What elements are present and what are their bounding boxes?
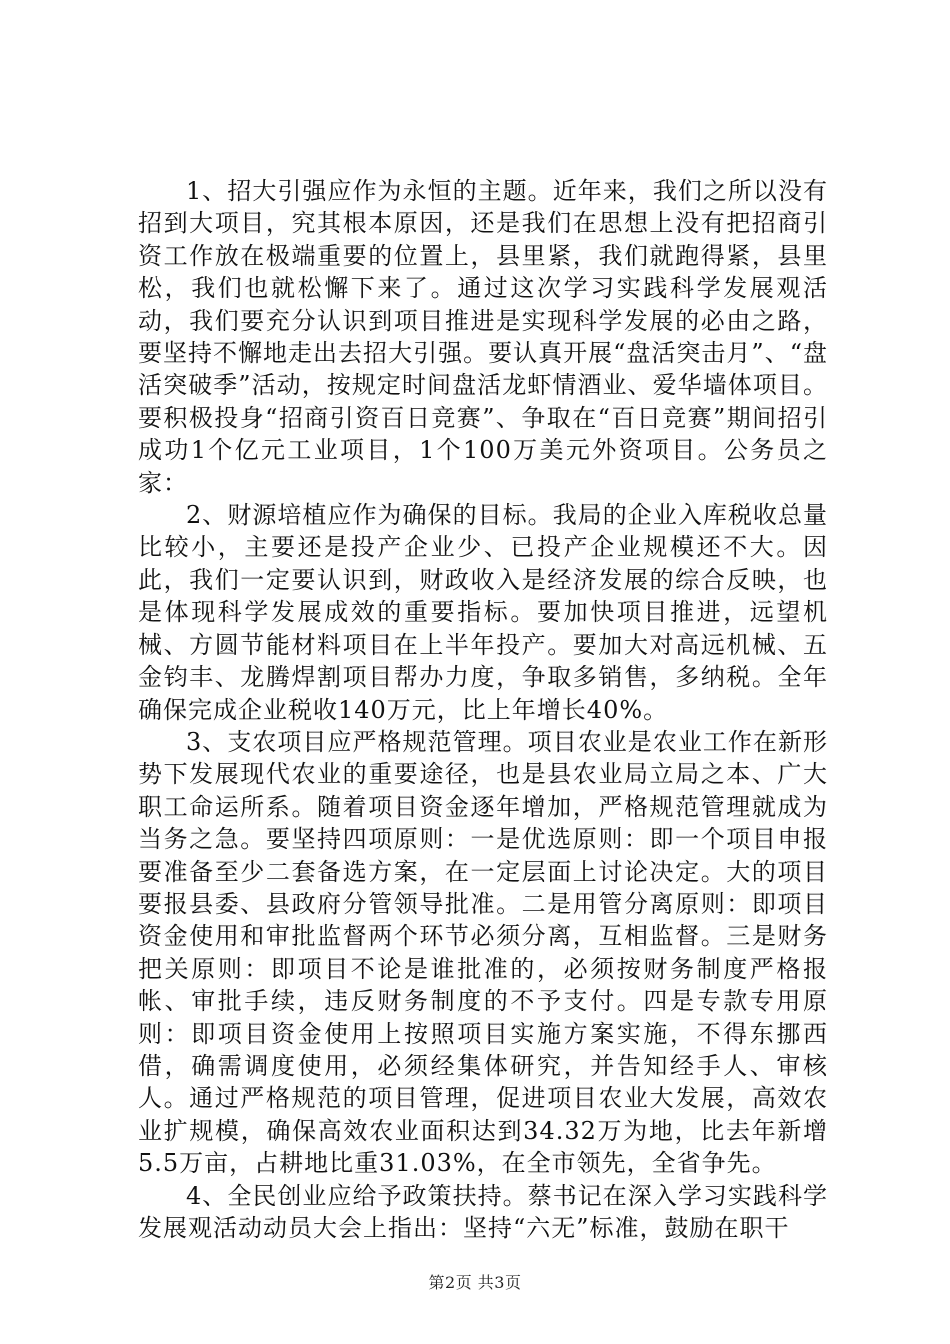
page-footer: 第2页 共3页 bbox=[428, 1273, 522, 1292]
paragraph-4: 4、全民创业应给予政策扶持。蔡书记在深入学习实践科学发展观活动动员大会上指出：坚持“六无”标准，鼓励在职干 bbox=[138, 1181, 828, 1242]
paragraph-2: 2、财源培植应作为确保的目标。我局的企业入库税收总量比较小，主要还是投产企业少、已投产企业规模还不大。因此，我们一定要认识到，财政收入是经济发展的综合反映，也是体现科学发展成效的重要指标。要加快项目推进，远望机械、方圆节能材料项目在上半年投产。要加大对高远机械、五金钧丰、龙腾焊割项目帮办力度，争取多销售，多纳税。全年确保完成企业税收140万元，比上年增长40%。 bbox=[138, 501, 828, 724]
paragraph-1: 1、招大引强应作为永恒的主题。近年来，我们之所以没有招到大项目，究其根本原因，还是我们在思想上没有把招商引资工作放在极端重要的位置上，县里紧，我们就跑得紧，县里松，我们也就松懈下来了。通过这次学习实践科学发展观活动，我们要充分认识到项目推进是实现科学发展的必由之路，要坚持不懈地走出去招大引强。要认真开展“盘活突击月”、“盘活突破季”活动，按规定时间盘活龙虾情酒业、爱华墙体项目。要积极投身“招商引资百日竞赛”、争取在“百日竞赛”期间招引成功1个亿元工业项目，1个100万美元外资项目。公务员之家： bbox=[138, 177, 828, 497]
document-body bbox=[138, 175, 828, 1244]
paragraph-3: 3、支农项目应严格规范管理。项目农业是农业工作在新形势下发展现代农业的重要途径，也是县农业局立局之本、广大职工命运所系。随着项目资金逐年增加，严格规范管理就成为当务之急。要坚持四项原则：一是优选原则：即一个项目申报要准备至少二套备选方案，在一定层面上讨论决定。大的项目要报县委、县政府分管领导批准。二是用管分离原则：即项目资金使用和审批监督两个环节必须分离，互相监督。三是财务把关原则：即项目不论是谁批准的，必须按财务制度严格报帐、审批手续，违反财务制度的不予支付。四是专款专用原则：即项目资金使用上按照项目实施方案实施，不得东挪西借，确需调度使用，必须经集体研究，并告知经手人、审核人。通过严格规范的项目管理，促进项目农业大发展，高效农业扩规模，确保高效农业面积达到34.32万为地，比去年新增5.5万亩，占耕地比重31.03%，在全市领先，全省争先。 bbox=[138, 727, 828, 1178]
